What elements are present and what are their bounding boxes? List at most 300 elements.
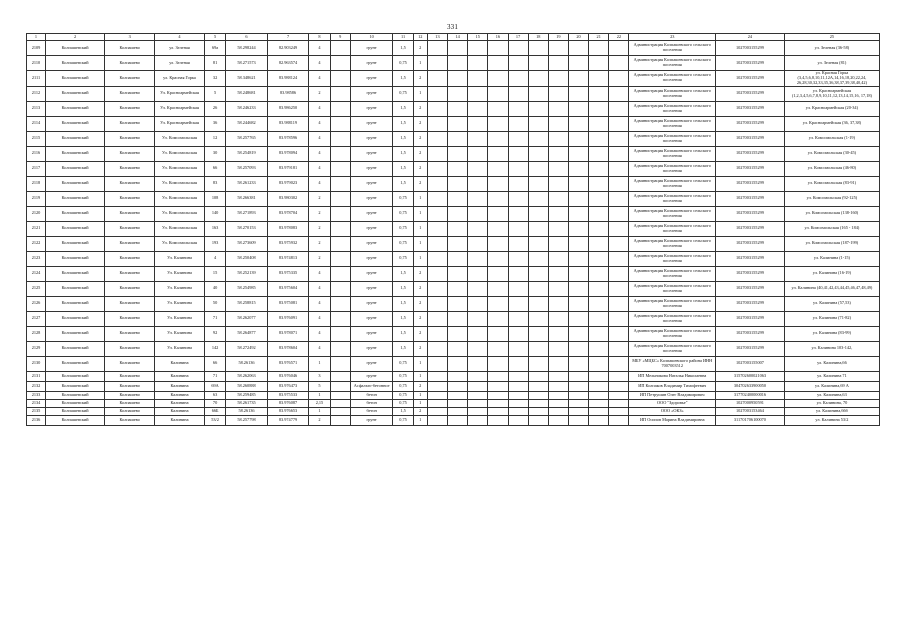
table-cell [528,371,548,381]
column-number: 9 [330,34,350,41]
table-cell [448,206,468,221]
table-cell: 2 [309,236,330,251]
table-cell: грунт [350,86,393,101]
column-number: 20 [568,34,588,41]
table-cell: 58.298244 [226,41,268,56]
table-cell: 1027003155299 [716,311,785,326]
table-cell: 4 [309,281,330,296]
table-cell: Колпашевский [45,326,104,341]
table-cell: 0,75 [393,221,413,236]
table-cell [589,341,609,356]
table-cell [427,131,447,146]
table-cell [468,341,488,356]
table-cell: 1,5 [393,281,413,296]
table-cell: ИП Осипов Марина Владимировна [629,415,716,425]
table-cell [508,399,528,407]
table-cell: ул. Калинина (1-15) [784,251,879,266]
table-cell [468,311,488,326]
table-cell: Колпашево [105,415,155,425]
table-cell: Ул. Красноармейская [155,86,205,101]
table-cell: 2119 [27,191,46,206]
table-cell [468,56,488,71]
table-cell: ИП Петрушин Олег Владимирович [629,391,716,399]
table-cell: 2 [309,206,330,221]
table-cell: 58.266381 [226,191,268,206]
table-cell [488,101,508,116]
table-cell: 108 [204,191,225,206]
table-row [27,131,880,146]
table-cell [427,296,447,311]
table-cell: Колпашево [105,311,155,326]
table-cell [589,101,609,116]
table-cell [468,146,488,161]
table-cell [568,236,588,251]
column-number: 13 [427,34,447,41]
table-cell [508,371,528,381]
table-cell: 1,5 [393,311,413,326]
table-cell [448,381,468,391]
table-cell: 40 [204,281,225,296]
table-cell [568,296,588,311]
table-cell [609,326,629,341]
table-cell: 58.250408 [226,251,268,266]
table-cell: ул. Калинина (71-82) [784,311,879,326]
table-cell [528,251,548,266]
table-cell: грунт [350,206,393,221]
table-cell: 1027003155299 [716,161,785,176]
table-cell [548,381,568,391]
table-cell: Ул. Калинина [155,251,205,266]
table-cell: ул. Калинина (57,53) [784,296,879,311]
table-cell: 1027003155299 [716,191,785,206]
table-cell: 4 [309,56,330,71]
table-cell [448,341,468,356]
table-cell: 0,75 [393,391,413,399]
table-cell [468,116,488,131]
table-cell: Колпашевский [45,56,104,71]
table-cell: 1,5 [393,146,413,161]
table-cell: ул. Калинина,66 [784,356,879,371]
table-cell [488,146,508,161]
table-cell: 1027003153464 [716,407,785,415]
table-row [27,86,880,101]
table-cell: Администрация Колпашевского сельского поселения [629,116,716,131]
table-cell [568,341,588,356]
table-cell: Ул. Красноармейская [155,101,205,116]
table-cell [508,131,528,146]
table-cell: 2 [309,191,330,206]
table-cell: 0,75 [393,251,413,266]
table-cell [528,86,548,101]
table-cell: 2125 [27,281,46,296]
table-cell: 83.975932 [267,236,309,251]
table-cell: Ул. Комсомольская [155,161,205,176]
table-cell: Колпашевский [45,296,104,311]
table-cell: грунт [350,415,393,425]
table-cell [589,326,609,341]
table-cell: 1 [413,191,427,206]
table-cell [528,391,548,399]
table-cell: 30 [204,146,225,161]
table-cell: 2134 [27,399,46,407]
table-cell [548,71,568,87]
table-cell [427,326,447,341]
table-cell: Колпашевский [45,176,104,191]
table-cell: 2 [413,116,427,131]
table-cell: Колпашево [105,191,155,206]
table-cell [528,341,548,356]
table-cell [330,131,350,146]
column-number: 5 [204,34,225,41]
table-cell [330,56,350,71]
table-cell: 2133 [27,391,46,399]
table-cell [330,116,350,131]
table-cell: 1 [413,415,427,425]
table-row [27,356,880,371]
table-cell: 81 [204,56,225,71]
table-cell [589,391,609,399]
table-cell [528,221,548,236]
table-cell: 2 [309,251,330,266]
table-cell [508,116,528,131]
table-cell [609,381,629,391]
table-cell [548,221,568,236]
table-cell: 71 [204,311,225,326]
table-cell: Колпашевский [45,221,104,236]
table-cell [528,116,548,131]
table-cell [568,101,588,116]
table-row [27,251,880,266]
table-cell [427,176,447,191]
table-cell: Колпашевский [45,206,104,221]
table-cell [568,266,588,281]
table-cell [528,356,548,371]
table-cell: 32 [204,71,225,87]
table-cell [448,407,468,415]
table-cell: Колпашевский [45,415,104,425]
table-cell: Колпашевский [45,161,104,176]
table-cell [548,266,568,281]
table-row [27,371,880,381]
table-cell: 4 [309,41,330,56]
table-cell: Колпашевский [45,131,104,146]
table-cell [448,116,468,131]
table-cell: 1 [413,356,427,371]
table-cell: 2132 [27,381,46,391]
table-cell: 2 [309,415,330,425]
table-cell: Ул. Калинина [155,341,205,356]
table-cell: Ул. Калинина [155,281,205,296]
table-cell: 1027003155299 [716,86,785,101]
table-cell [609,56,629,71]
table-cell: 2135 [27,407,46,415]
table-row [27,311,880,326]
table-cell: Калинина [155,399,205,407]
table-cell: ул. Калинина (16-19) [784,266,879,281]
table-cell [508,341,528,356]
table-cell: ООО «ОКЗ» [629,407,716,415]
table-cell: Колпашевский [45,391,104,399]
table-cell: ул. Зеленая [155,56,205,71]
table-cell: 4 [309,176,330,191]
column-number: 8 [309,34,330,41]
table-cell: 83.978704 [267,206,309,221]
table-cell: 53/2 [204,415,225,425]
table-cell [589,381,609,391]
table-cell: 83.975604 [267,281,309,296]
table-cell: Калинина [155,407,205,415]
table-cell: Колпашевский [45,407,104,415]
table-cell: 66 [204,356,225,371]
table-cell: 3 [309,371,330,381]
table-cell: 1 [413,391,427,399]
table-cell: 83.976087 [267,399,309,407]
table-cell: 1027003155299 [716,281,785,296]
table-cell [548,296,568,311]
table-cell [568,131,588,146]
table-cell: 2129 [27,341,46,356]
table-cell: 2 [413,296,427,311]
table-cell [448,71,468,87]
table-cell [508,415,528,425]
table-cell: 1027003155299 [716,41,785,56]
table-cell: Колпашево [105,341,155,356]
table-cell [568,41,588,56]
table-cell [528,415,548,425]
table-cell: МБУ «МЦБС» Колпашевского района ИНН 7007003512 [629,356,716,371]
table-cell [330,326,350,341]
table-cell: 304702633900050 [716,381,785,391]
table-cell: 142 [204,341,225,356]
table-cell [427,266,447,281]
table-cell [330,281,350,296]
table-cell [609,399,629,407]
table-cell [528,399,548,407]
table-cell: грунт [350,191,393,206]
table-cell [589,221,609,236]
table-cell: Колпашевский [45,251,104,266]
table-cell [589,176,609,191]
table-cell: Администрация Колпашевского сельского поселения [629,41,716,56]
table-cell: 83.975533 [267,391,309,399]
table-cell [589,399,609,407]
table-cell [589,206,609,221]
table-cell [568,206,588,221]
table-cell: ул. Калинина (40,41,42,43,44,45,46,47,48,49) [784,281,879,296]
table-cell [488,266,508,281]
column-number: 24 [716,34,785,41]
table-cell [468,391,488,399]
table-cell: ул. Комсомольская (30-45) [784,146,879,161]
table-row [27,161,880,176]
table-cell [568,281,588,296]
table-cell: ул. Калинина (83-99) [784,326,879,341]
table-cell [508,326,528,341]
table-cell [568,371,588,381]
table-cell [609,391,629,399]
table-cell: ул. Комсомольская (138-160) [784,206,879,221]
column-header-row [27,34,880,41]
table-cell [568,407,588,415]
table-cell [589,41,609,56]
table-cell: 58.257093 [226,161,268,176]
table-cell [589,56,609,71]
table-cell [568,415,588,425]
table-cell: ул. Комсомольская (165 - 184) [784,221,879,236]
table-cell: грунт [350,341,393,356]
table-cell: Колпашево [105,296,155,311]
table-cell [448,391,468,399]
table-cell [468,281,488,296]
table-row [27,281,880,296]
table-cell: грунт [350,146,393,161]
table-cell: 83.976046 [267,371,309,381]
table-cell: Администрация Колпашевского сельского поселения [629,56,716,71]
table-cell: 50 [204,296,225,311]
table-cell: Калинина [155,356,205,371]
table-cell: 2109 [27,41,46,56]
table-cell: ИП Колпаков Владимир Тимофеевич [629,381,716,391]
table-cell: Колпашево [105,146,155,161]
table-cell: 0,75 [393,371,413,381]
table-cell [508,71,528,87]
table-cell: ул. Красноармейская (1,2,3,4,5,6,7,8,9,10,11,12,13,14,15,16, 17,18) [784,86,879,101]
table-cell [508,41,528,56]
table-cell: Колпашево [105,131,155,146]
table-cell [427,86,447,101]
table-cell [528,311,548,326]
table-cell: 1,5 [393,296,413,311]
table-cell [488,56,508,71]
table-cell [488,251,508,266]
table-cell: ул. Комсомольская (187-199) [784,236,879,251]
table-cell: бетон [350,391,393,399]
table-cell: Колпашевский [45,266,104,281]
table-cell: 2120 [27,206,46,221]
table-cell: 83.976091 [267,311,309,326]
table-cell [548,326,568,341]
table-cell: Ул. Калинина [155,311,205,326]
table-cell: 69А [204,381,225,391]
page-number: 331 [446,23,459,31]
table-cell [508,221,528,236]
table-cell: Колпашево [105,101,155,116]
table-cell: Калинина [155,415,205,425]
table-cell: 1027003155007 [716,356,785,371]
table-cell: 0,75 [393,399,413,407]
table-cell: 2 [413,341,427,356]
table-row [27,415,880,425]
table-cell [528,281,548,296]
table-cell [548,341,568,356]
table-cell [427,407,447,415]
table-cell: Администрация Колпашевского сельского поселения [629,326,716,341]
table-cell: ул. Калинина 53/2 [784,415,879,425]
table-cell: 83.978596 [267,131,309,146]
table-cell [528,191,548,206]
table-cell: Администрация Колпашевского сельского поселения [629,281,716,296]
table-cell: ул. Красная Горка (3,4,5,6,8,10,11,12А,14,16,18,20,22,24, 26,28,30,32,33,35,36,38,37,39,38,40,42) [784,71,879,87]
table-cell: 311701706100070 [716,415,785,425]
table-cell [468,296,488,311]
table-cell: 1 [413,251,427,266]
table-cell [330,381,350,391]
table-cell [448,266,468,281]
table-cell [548,415,568,425]
table-row [27,236,880,251]
table-cell: 2131 [27,371,46,381]
table-cell: грунт [350,251,393,266]
table-cell [548,371,568,381]
table-cell: Колпашево [105,236,155,251]
table-cell [528,101,548,116]
table-cell: 58.264877 [226,326,268,341]
table-cell [508,266,528,281]
column-number: 16 [488,34,508,41]
table-cell: 83.978604 [267,341,309,356]
table-cell [427,399,447,407]
table-cell: 58.261735 [226,399,268,407]
table-cell: 2 [413,381,427,391]
table-cell: 2121 [27,221,46,236]
table-cell [468,407,488,415]
table-cell [589,191,609,206]
table-cell [488,221,508,236]
table-cell: 58.254985 [226,281,268,296]
table-cell: 1 [413,236,427,251]
table-cell [468,221,488,236]
table-cell: 58.260888 [226,381,268,391]
table-cell [427,236,447,251]
table-cell [448,191,468,206]
table-cell: Администрация Колпашевского сельского поселения [629,161,716,176]
table-cell [468,206,488,221]
table-cell [609,371,629,381]
table-cell: Колпашево [105,56,155,71]
table-cell [330,71,350,87]
table-cell: 2 [413,101,427,116]
table-cell: ул. Комсомольская (46-80) [784,161,879,176]
table-cell: 4 [309,266,330,281]
table-cell [448,101,468,116]
table-cell: 2 [413,176,427,191]
table-cell [330,415,350,425]
table-cell: ул. Комсомольская (92-125) [784,191,879,206]
table-cell: 58.26136 [226,356,268,371]
table-cell [427,161,447,176]
table-cell: 0,75 [393,236,413,251]
table-cell: 83.979023 [267,176,309,191]
table-cell [488,399,508,407]
table-cell [609,341,629,356]
table-cell [609,191,629,206]
table-cell: ул. Зеленая (81) [784,56,879,71]
table-cell [330,266,350,281]
table-cell [548,101,568,116]
table-cell [548,86,568,101]
table-cell: 2 [413,311,427,326]
table-cell [427,281,447,296]
table-cell: Колпашевский [45,399,104,407]
table-cell [609,176,629,191]
table-cell [609,206,629,221]
table-cell: Асфальто-бетонное [350,381,393,391]
table-cell: 1 [413,206,427,221]
table-cell [568,176,588,191]
table-cell: 2123 [27,251,46,266]
table-cell [488,296,508,311]
column-number: 2 [45,34,104,41]
